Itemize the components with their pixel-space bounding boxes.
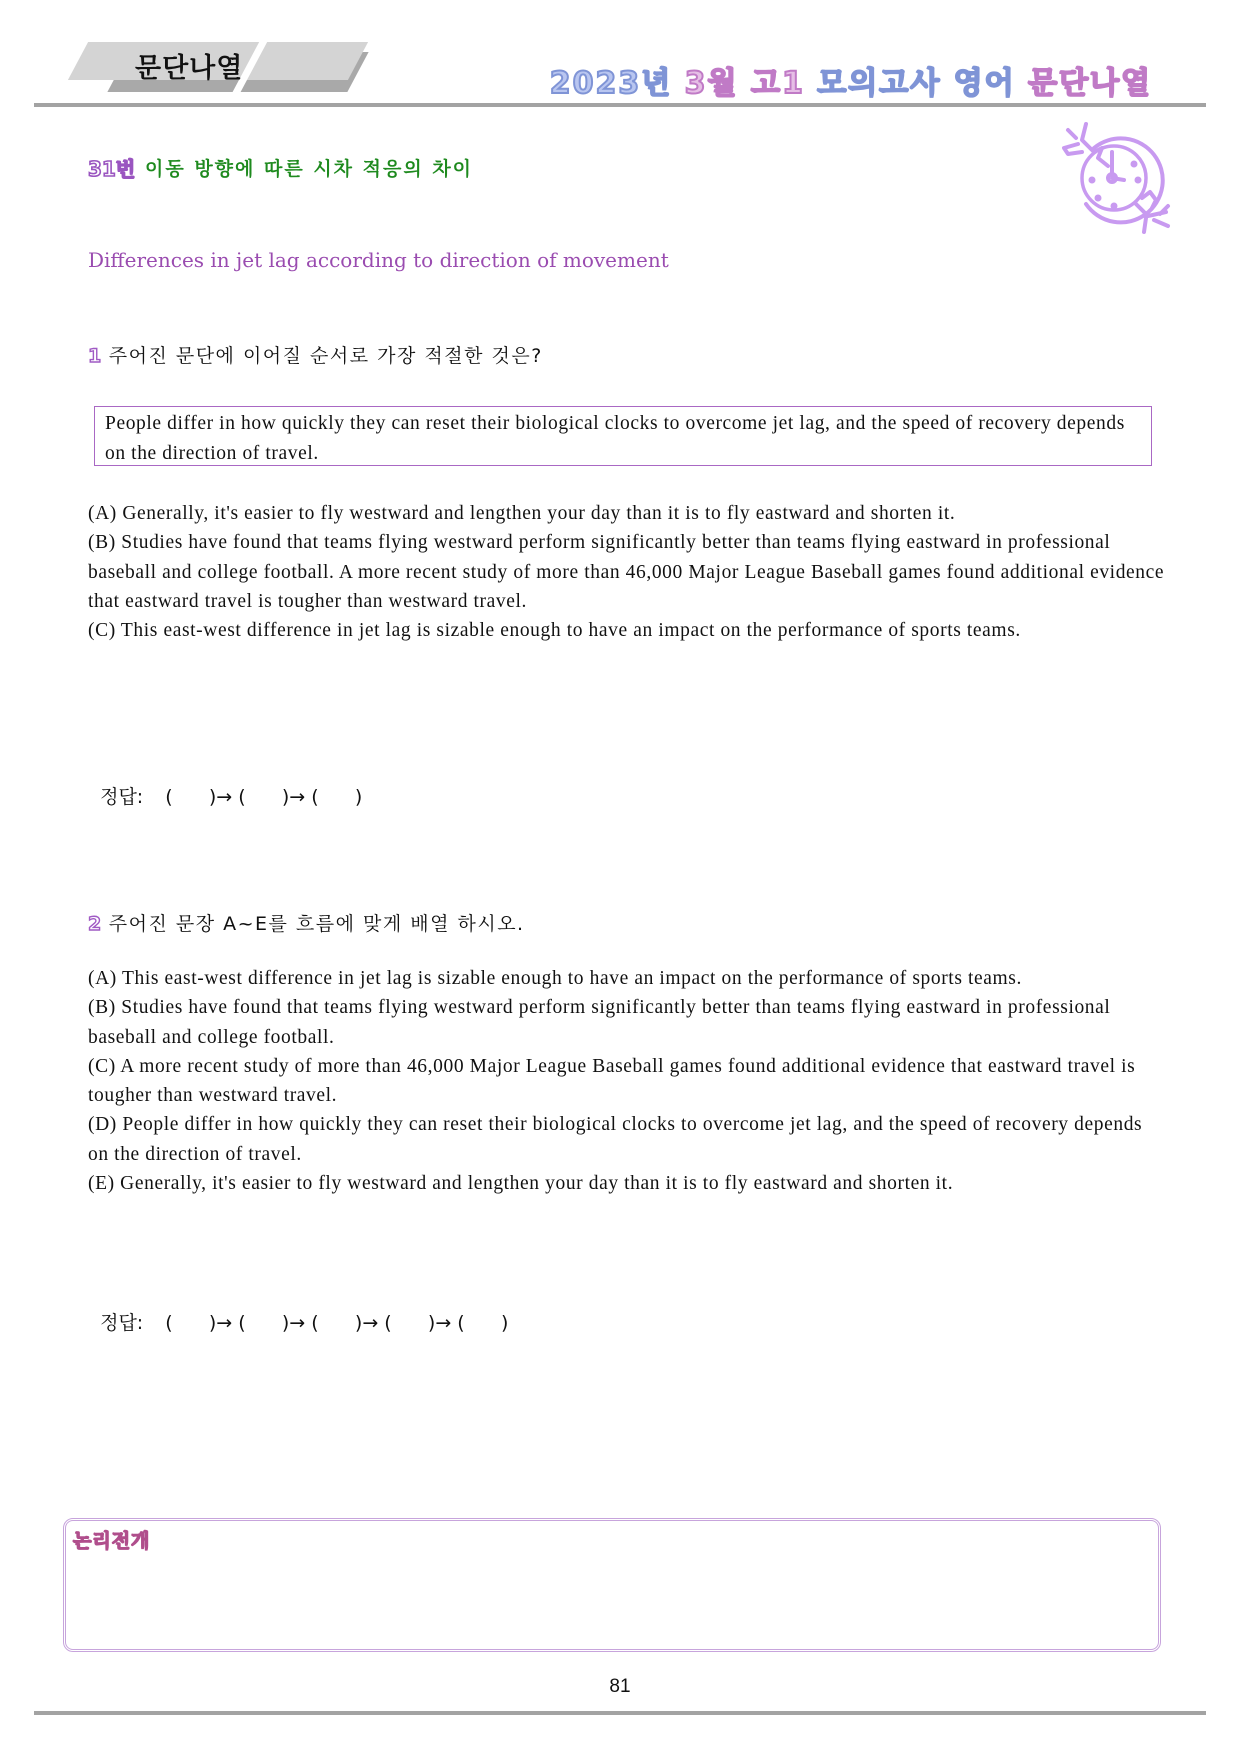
question1-paragraph-a: (A) Generally, it's easier to fly westward and lengthen your day than it is to fly eastward and shorten it. — [88, 503, 956, 524]
logic-flow-label: 논리전개 — [73, 1530, 151, 1552]
doc-title-grade: 고1 — [750, 66, 818, 101]
question2-paragraph-a: (A) This east-west difference in jet lag is sizable enough to have an impact on the performance of sports teams. — [88, 968, 1022, 989]
logic-flow-box[interactable] — [63, 1518, 1161, 1652]
question2-heading — [88, 909, 525, 936]
question-number-badge: 31번 — [88, 157, 136, 181]
question1-paragraph-b: (B) Studies have found that teams flying westward perform significantly better than teams flying eastward in professional baseball and college football. A more recent study of more than 46,000 Major League Baseball games found additional evidence that eastward travel is tougher than westward travel. — [88, 532, 1165, 612]
question1-answer-blanks[interactable]: ( )→ ( )→ ( ) — [165, 786, 363, 808]
question2-paragraph-e: (E) Generally, it's easier to fly westward and lengthen your day than it is to fly eastward and shorten it. — [88, 1173, 954, 1195]
question2-paragraph-b: (B) Studies have found that teams flying westward perform significantly better than teams flying eastward in professional baseball and college football. — [88, 997, 1111, 1048]
doc-title-year: 2023년 — [549, 66, 685, 101]
question2-paragraph-c: (C) A more recent study of more than 46,000 Major League Baseball games found additional evidence that eastward travel is tougher than westward travel. — [88, 1055, 1136, 1107]
question2-answer-line — [88, 1286, 508, 1335]
footer-rule — [34, 1711, 1206, 1715]
question2-paragraphs — [88, 964, 1168, 1198]
doc-title-subject: 영어 — [953, 66, 1029, 101]
question1-number: 1 — [88, 345, 103, 367]
given-paragraph-text: People differ in how quickly they can reset their biological clocks to overcome jet lag, and the speed of recovery depends on the direction of travel. — [105, 413, 1125, 464]
question1-prompt: 주어진 문단에 이어질 순서로 가장 적절한 것은? — [108, 345, 543, 367]
clock-with-airplanes-icon — [1056, 118, 1176, 238]
question2-paragraph-d: (D) People differ in how quickly they can reset their biological clocks to overcome jet lag, and the speed of recovery depends on the direction of travel. — [88, 1114, 1143, 1165]
question1-answer-label: 정답: — [100, 786, 144, 808]
document-title — [550, 58, 1152, 102]
header-rule — [34, 103, 1206, 107]
question1-heading — [88, 341, 543, 368]
question1-answer-line — [88, 760, 362, 809]
question2-prompt: 주어진 문장 A~E를 흐름에 맞게 배열 하시오. — [108, 913, 525, 935]
question2-number: 2 — [88, 913, 103, 935]
question1-paragraph-c: (C) This east-west difference in jet lag is sizable enough to have an impact on the performance of sports teams. — [88, 620, 1021, 642]
question1-paragraphs — [88, 499, 1168, 645]
question2-answer-blanks[interactable]: ( )→ ( )→ ( )→ ( )→ ( ) — [165, 1312, 509, 1334]
header-banner-label: 문단나열 — [135, 53, 244, 84]
section-topic: 이동 방향에 따른 시차 적응의 차이 — [145, 158, 474, 180]
section-subtitle-en: Differences in jet lag according to direction of movement — [88, 248, 669, 272]
question2-answer-label: 정답: — [100, 1312, 144, 1334]
doc-title-exam: 모의고사 — [817, 66, 954, 101]
given-paragraph-box — [94, 406, 1152, 466]
page-number: 81 — [609, 1676, 631, 1697]
doc-title-month: 3월 — [684, 66, 751, 101]
doc-title-type: 문단나열 — [1028, 66, 1152, 101]
